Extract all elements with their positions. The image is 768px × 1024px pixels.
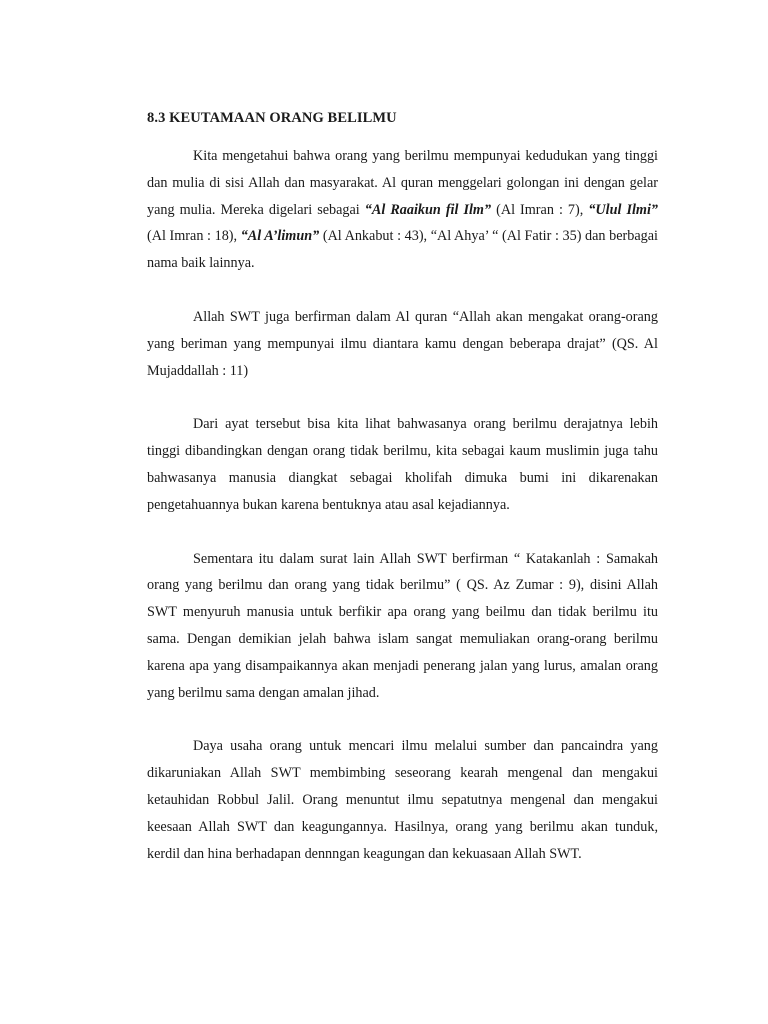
text-segment: Allah SWT juga berfirman dalam Al quran “Allah akan mengakat orang-orang yang beriman yang mempunyai ilmu diantara kamu dengan beberapa drajat” (QS. Al Mujaddallah : 11) <box>147 308 658 379</box>
text-segment: Daya usaha orang untuk mencari ilmu melalui sumber dan pancaindra yang dikaruniakan Allah SWT membimbing seseorang kearah mengenal dan mengakui ketauhidan Robbul Jalil. Orang menuntut ilmu sepatutnya mengenal dan mengakui keesaan Allah SWT dan keagungannya. Hasilnya, orang yang berilmu akan tunduk, kerdil dan hina berhadapan dennngan keagungan dan kekuasaan Allah SWT. <box>147 738 658 862</box>
emphasized-term: “Al A’limun” <box>240 228 320 245</box>
text-segment: (Al Imran : 7), <box>491 201 589 218</box>
text-segment: (Al Imran : 18), <box>147 228 241 245</box>
paragraph-5 <box>147 733 658 867</box>
paragraph-2 <box>147 304 658 384</box>
text-segment: Sementara itu dalam surat lain Allah SWT berfirman “ Katakanlah : Samakah orang yang berilmu dan orang yang tidak berilmu” ( QS. Az Zumar : 9), disini Allah SWT menyuruh manusia untuk berfikir apa orang yang beilmu dan tidak berilmu itu sama. Dengan demikian jelah bahwa islam sangat memuliakan orang-orang berilmu karena apa yang disampaikannya akan menjadi penerang jalan yang lurus, amalan orang yang berilmu sama dengan amalan jihad. <box>147 550 658 701</box>
paragraph-1 <box>147 143 658 277</box>
text-segment: Dari ayat tersebut bisa kita lihat bahwasanya orang berilmu derajatnya lebih tinggi dibandingkan dengan orang tidak berilmu, kita sebagai kaum muslimin juga tahu bahwasanya manusia diangkat sebagai kholifah dimuka bumi ini dikarenakan pengetahuannya bukan karena bentuknya atau asal kejadiannya. <box>147 416 658 513</box>
emphasized-term: “Ulul Ilmi” <box>588 201 658 218</box>
paragraph-3 <box>147 411 658 518</box>
paragraph-4 <box>147 546 658 707</box>
document-body <box>147 108 658 894</box>
text-segment: Kita mengetahui bahwa orang yang berilmu mempunyai kedudukan yang tinggi dan mulia di sisi Allah dan masyarakat. Al quran menggelari golongan ini dengan gelar yang mulia. Mereka digelari sebagai <box>147 148 658 218</box>
text-segment: (Al Ankabut : 43), “Al Ahya’ “ (Al Fatir : 35) dan berbagai nama baik lainnya. <box>147 228 658 272</box>
emphasized-term: “Al Raaikun fil Ilm” <box>364 201 492 218</box>
section-heading: 8.3 KEUTAMAAN ORANG BELILMU <box>147 110 397 126</box>
